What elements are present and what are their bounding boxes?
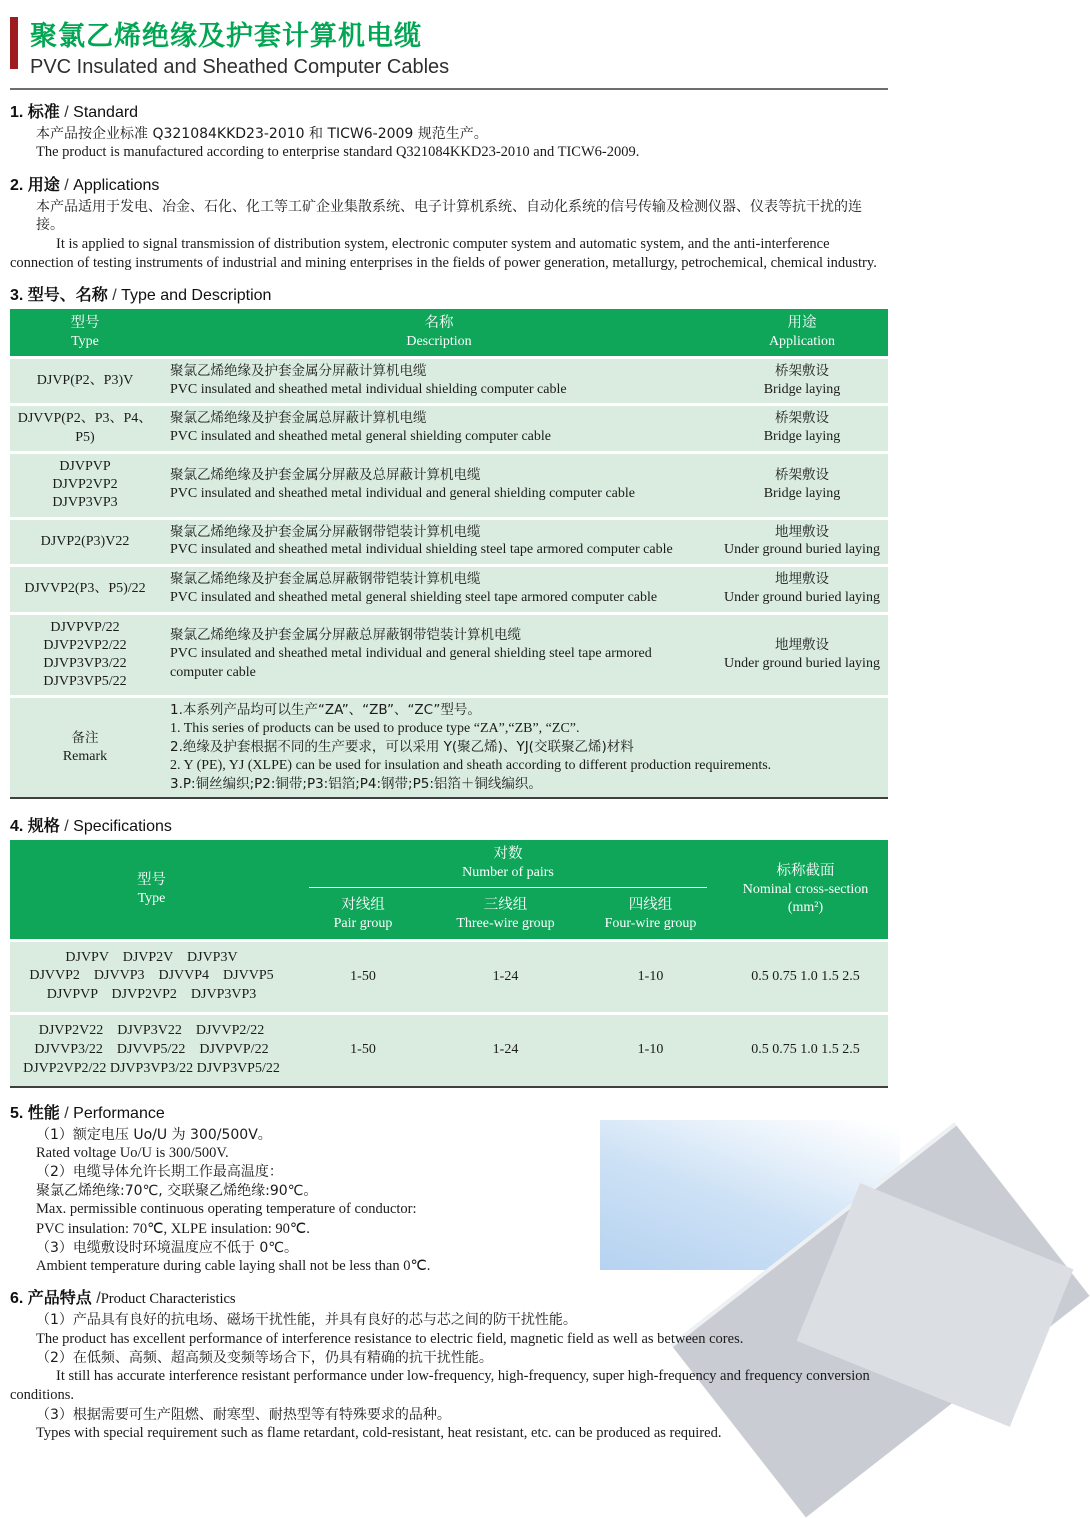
column-header-three-wire <box>433 893 578 940</box>
table-row <box>10 613 888 697</box>
pairs-zh: 对数 <box>493 846 523 863</box>
nominal-en: Nominal cross-section <box>742 881 869 897</box>
description-en: PVC insulated and sheathed metal individual shielding computer cable <box>170 381 567 397</box>
application-zh: 地埋敷设 <box>775 523 829 540</box>
heading-en: Applications <box>73 176 160 194</box>
description-zh: 聚氯乙烯绝缘及护套金属分屏蔽及总屏蔽计算机电缆 <box>170 466 481 483</box>
description-zh: 聚氯乙烯绝缘及护套金属分屏蔽计算机电缆 <box>170 362 427 379</box>
characteristics-line: Types with special requirement such as flame retardant, cold-resistant, heat resistant, etc. can be produced as required. <box>36 1425 722 1442</box>
remark-label-zh: 备注 <box>71 729 99 746</box>
description-zh: 聚氯乙烯绝缘及护套金属分屏蔽钢带铠装计算机电缆 <box>170 523 481 540</box>
page-title-en: PVC Insulated and Sheathed Computer Cables <box>30 56 450 78</box>
type-code: DJVPVP DJVP2VP2 DJVP3VP3 <box>46 987 257 1003</box>
table-row <box>10 452 888 518</box>
sub-en: Three-wire group <box>456 916 555 932</box>
performance-line: 聚氯乙烯绝缘:70℃, 交联聚乙烯绝缘:90℃。 <box>36 1182 318 1199</box>
heading-zh: 2. 用途 <box>10 176 60 194</box>
heading-zh: 1. 标准 <box>10 104 60 121</box>
type-code: DJVP2VP2/22 DJVP3VP3/22 DJVP3VP5/22 <box>23 1060 280 1076</box>
heading-en: Performance <box>73 1104 165 1122</box>
description-en: PVC insulated and sheathed metal individual and general shielding computer cable <box>170 485 635 501</box>
application-zh: 桥架敷设 <box>775 362 829 379</box>
remark-line: 3.P:铜丝编织;P2:铜带;P3:铝箔;P4:钢带;P5:铝箔＋铜线编织。 <box>170 775 542 792</box>
sub-en: Four-wire group <box>604 916 697 932</box>
nominal-cell <box>723 940 888 1014</box>
nominal-value: 0.5 0.75 1.0 1.5 2.5 <box>751 1042 860 1058</box>
remark-line: 2. Y (PE), YJ (XLPE) can be used for insulation and sheath according to different production requirements. <box>170 757 772 773</box>
pairs-en: Number of pairs <box>462 865 554 881</box>
heading-zh: 3. 型号、名称 <box>10 286 108 304</box>
type-cell <box>10 452 160 518</box>
heading-separator: / <box>59 818 74 836</box>
characteristics-line: The product has excellent performance of interference resistance to electric field, magnetic field as well as between cores. <box>36 1330 744 1347</box>
col-app-en: Application <box>768 333 836 349</box>
table-row <box>10 566 888 614</box>
applications-text-zh: 本产品适用于发电、冶金、石化、化工等工矿企业集散系统、电子计算机系统、自动化系统的信号传输及检测仪器、仪表等抗干扰的连接。 <box>36 198 862 234</box>
col-desc-zh: 名称 <box>424 314 454 331</box>
page-header <box>10 14 888 79</box>
section-heading-standard <box>10 99 888 122</box>
col-type-zh: 型号 <box>137 871 166 888</box>
type-code: DJVP3VP5/22 <box>43 674 127 690</box>
type-cell <box>10 518 160 566</box>
description-cell <box>160 613 716 697</box>
col-type-en: Type <box>71 333 99 349</box>
column-header-type <box>10 840 293 940</box>
three-wire-value: 1-24 <box>492 968 519 984</box>
type-code: DJVPVP <box>59 458 111 474</box>
application-en: Bridge laying <box>763 429 841 445</box>
table-row <box>10 940 888 1014</box>
characteristics-line: （3）根据需要可生产阻燃、耐寒型、耐热型等有特殊要求的品种。 <box>36 1406 451 1423</box>
application-en: Under ground buried laying <box>724 542 880 558</box>
description-zh: 聚氯乙烯绝缘及护套金属总屏蔽计算机电缆 <box>170 410 427 427</box>
page-title-zh: 聚氯乙烯绝缘及护套计算机电缆 <box>30 21 422 52</box>
heading-en: Specifications <box>73 818 172 836</box>
type-code: DJVPV DJVP2V DJVP3V <box>65 949 238 965</box>
type-code: DJVP2VP2 <box>52 477 118 493</box>
four-wire-value: 1-10 <box>637 1042 664 1058</box>
heading-separator: / <box>59 1104 74 1122</box>
description-en: PVC insulated and sheathed metal general shielding steel tape armored computer cable <box>170 590 658 606</box>
remark-line: 2.绝缘及护套根据不同的生产要求，可以采用 Y(聚乙烯)、YJ(交联聚乙烯)材料 <box>170 738 634 755</box>
application-zh: 桥架敷设 <box>775 410 829 427</box>
col-desc-en: Description <box>406 333 472 349</box>
heading-en: Product Characteristics <box>100 1291 236 1308</box>
col-app-zh: 用途 <box>787 314 817 331</box>
column-header-four-wire <box>578 893 723 940</box>
three-wire-value: 1-24 <box>492 1042 519 1058</box>
type-description-table <box>10 309 888 800</box>
four-wire-cell <box>578 1014 723 1087</box>
table-row <box>10 1014 888 1087</box>
sub-zh: 四线组 <box>628 897 673 914</box>
heading-zh: 5. 性能 <box>10 1104 60 1122</box>
remark-line: 1. This series of products can be used to produce type “ZA”,“ZB”, “ZC”. <box>170 721 580 737</box>
nominal-cell <box>723 1014 888 1087</box>
characteristics-line: （1）产品具有良好的抗电场、磁场干扰性能，并具有良好的芯与芯之间的防干扰性能。 <box>36 1312 577 1329</box>
sub-zh: 对线组 <box>341 897 385 914</box>
heading-zh: 4. 规格 <box>10 818 60 836</box>
type-code: DJVVP3/22 DJVVP5/22 DJVPVP/22 <box>34 1042 269 1058</box>
description-en: PVC insulated and sheathed metal individual and general shielding steel tape armored computer cable <box>170 646 652 680</box>
type-cell <box>10 405 160 453</box>
application-en: Bridge laying <box>763 485 841 501</box>
application-en: Bridge laying <box>763 381 841 397</box>
column-header-type <box>10 309 160 358</box>
characteristics-line: It still has accurate interference resistant performance under low-frequency, high-frequency, super high-frequency and frequency conversion conditions. <box>10 1368 870 1404</box>
application-cell <box>716 518 888 566</box>
pair-value: 1-50 <box>350 968 376 984</box>
section-heading-performance <box>10 1100 888 1123</box>
performance-line: Max. permissible continuous operating temperature of conductor: <box>36 1201 417 1218</box>
description-cell <box>160 518 716 566</box>
pair-group-cell <box>293 1014 433 1087</box>
table-row <box>10 357 888 405</box>
description-zh: 聚氯乙烯绝缘及护套金属总屏蔽钢带铠装计算机电缆 <box>170 571 481 588</box>
nominal-value: 0.5 0.75 1.0 1.5 2.5 <box>751 968 860 984</box>
application-en: Under ground buried laying <box>724 655 880 671</box>
characteristics-line: （2）在低频、高频、超高频及变频等场合下，仍具有精确的抗干扰性能。 <box>36 1349 493 1366</box>
type-cell <box>10 357 160 405</box>
type-code: DJVP3VP3 <box>52 495 118 511</box>
type-code: DJVP2VP2/22 <box>43 637 127 653</box>
description-cell <box>160 566 716 614</box>
section-heading-typedesc <box>10 282 888 305</box>
description-en: PVC insulated and sheathed metal general shielding computer cable <box>170 429 551 445</box>
nominal-zh: 标称截面 <box>776 862 835 879</box>
remark-label-en: Remark <box>62 748 108 764</box>
column-header-description <box>160 309 716 358</box>
standard-text-en: The product is manufactured according to enterprise standard Q321084KKD23-2010 and TICW6-2009. <box>36 144 640 161</box>
performance-line: （2）电缆导体允许长期工作最高温度： <box>36 1164 283 1181</box>
heading-zh: 6. 产品特点 <box>10 1290 92 1308</box>
applications-text-en: It is applied to signal transmission of distribution system, electronic computer system and automatic system, and the anti-interference connection of testing instruments of industrial and mining enterprises in the fields of power generation, metallurgy, petrochemical, chemical industry. <box>10 235 877 271</box>
application-zh: 地埋敷设 <box>775 571 829 588</box>
sub-en: Pair group <box>333 916 393 932</box>
description-cell <box>160 452 716 518</box>
type-cell <box>10 613 160 697</box>
specifications-table <box>10 840 888 1087</box>
heading-separator: / <box>107 286 122 304</box>
heading-separator: / <box>59 176 74 194</box>
performance-line: （1）额定电压 Uo/U 为 300/500V。 <box>36 1126 272 1143</box>
heading-separator: / <box>59 104 74 121</box>
description-cell <box>160 357 716 405</box>
remark-line: 1.本系列产品均可以生产“ZA”、“ZB”、“ZC”型号。 <box>170 702 481 719</box>
heading-en: Type and Description <box>121 286 272 304</box>
type-code: DJVP2(P3)V22 <box>40 533 130 549</box>
application-cell <box>716 613 888 697</box>
remark-row <box>10 697 888 799</box>
four-wire-value: 1-10 <box>637 968 664 984</box>
type-cell <box>10 940 293 1014</box>
application-en: Under ground buried laying <box>724 590 880 606</box>
application-cell <box>716 357 888 405</box>
remark-content-cell <box>160 697 888 799</box>
header-divider <box>10 88 888 90</box>
performance-line: PVC insulation: 70℃, XLPE insulation: 90℃. <box>36 1220 310 1237</box>
description-cell <box>160 405 716 453</box>
application-cell <box>716 405 888 453</box>
pair-group-cell <box>293 940 433 1014</box>
table-header-row <box>10 840 888 893</box>
application-cell <box>716 566 888 614</box>
performance-line: Rated voltage Uo/U is 300/500V. <box>36 1145 229 1162</box>
pair-value: 1-50 <box>350 1042 376 1058</box>
section-heading-characteristics <box>10 1285 888 1308</box>
col-type-en: Type <box>137 890 166 906</box>
table-header-row <box>10 309 888 358</box>
column-header-nominal <box>723 840 888 940</box>
type-code: DJVVP2(P3、P5)/22 <box>24 581 146 597</box>
heading-separator: / <box>91 1290 101 1308</box>
nominal-unit: (mm²) <box>787 899 824 915</box>
type-code: DJVP3VP3/22 <box>43 656 127 671</box>
four-wire-cell <box>578 940 723 1014</box>
sub-zh: 三线组 <box>483 897 528 914</box>
three-wire-cell <box>433 940 578 1014</box>
section-heading-specs <box>10 813 888 836</box>
title-accent-bar <box>10 17 18 69</box>
col-type-zh: 型号 <box>70 314 100 331</box>
description-en: PVC insulated and sheathed metal individual shielding steel tape armored computer cable <box>170 542 673 558</box>
column-header-pair-group <box>293 893 433 940</box>
type-code: DJVVP(P2、P3、P4、P5) <box>17 411 153 445</box>
table-row <box>10 518 888 566</box>
performance-line: Ambient temperature during cable laying shall not be less than 0℃. <box>36 1258 431 1275</box>
type-code: DJVP2V22 DJVP3V22 DJVVP2/22 <box>38 1023 265 1039</box>
type-cell <box>10 566 160 614</box>
pairs-header-underline <box>309 845 707 888</box>
application-cell <box>716 452 888 518</box>
type-code: DJVVP2 DJVVP3 DJVVP4 DJVVP5 <box>29 968 274 984</box>
column-header-application <box>716 309 888 358</box>
heading-en: Standard <box>73 104 139 121</box>
description-zh: 聚氯乙烯绝缘及护套金属分屏蔽总屏蔽钢带铠装计算机电缆 <box>170 627 521 644</box>
type-code: DJVP(P2、P3)V <box>36 373 134 388</box>
performance-line: （3）电缆敷设时环境温度应不低于 0℃。 <box>36 1239 298 1256</box>
application-zh: 桥架敷设 <box>775 466 829 483</box>
application-zh: 地埋敷设 <box>775 636 829 653</box>
column-header-pairs <box>293 840 723 893</box>
type-code: DJVPVP/22 <box>50 619 120 635</box>
three-wire-cell <box>433 1014 578 1087</box>
standard-text-zh: 本产品按企业标准 Q321084KKD23-2010 和 TICW6-2009 规范生产。 <box>36 126 488 142</box>
type-cell <box>10 1014 293 1087</box>
remark-label-cell <box>10 697 160 799</box>
table-row <box>10 405 888 453</box>
section-heading-applications <box>10 172 888 195</box>
